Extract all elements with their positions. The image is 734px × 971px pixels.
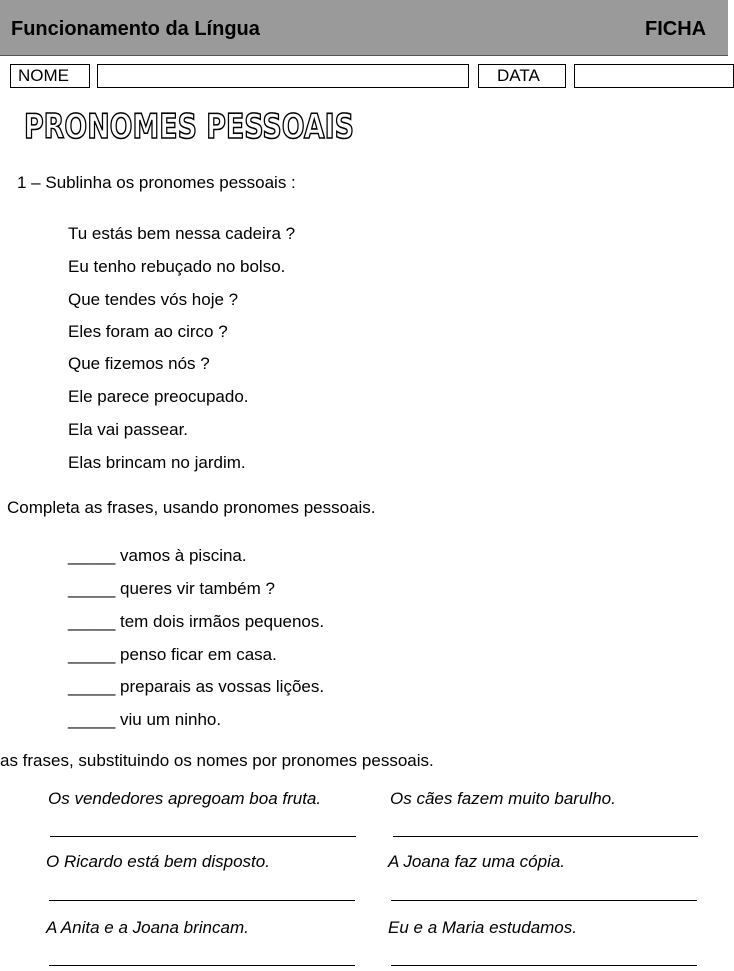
answer-line[interactable]	[49, 965, 355, 966]
exercise2-sentence: _____ tem dois irmãos pequenos.	[68, 612, 325, 631]
worksheet-title-art	[20, 100, 380, 146]
exercise1-sentence: Tu estás bem nessa cadeira ?	[68, 224, 296, 243]
exercise2-sentence: _____ penso ficar em casa.	[68, 645, 277, 664]
data-input[interactable]	[574, 64, 734, 88]
exercise1-sentence: Que fizemos nós ?	[68, 354, 210, 373]
exercise3-left-sentence: O Ricardo está bem disposto.	[46, 852, 270, 871]
answer-line[interactable]	[391, 965, 697, 966]
worksheet-title-text: PRONOMES PESSOAIS	[24, 107, 354, 147]
answer-line[interactable]	[49, 900, 355, 901]
nome-label: NOME	[18, 66, 69, 85]
worksheet-title	[20, 100, 380, 151]
exercise3-right-sentence: Os cães fazem muito barulho.	[390, 789, 616, 808]
answer-line[interactable]	[393, 836, 698, 837]
exercise2-sentence: _____ vamos à piscina.	[68, 546, 247, 565]
exercise2-sentence: _____ viu um ninho.	[68, 710, 222, 729]
exercise1-sentence: Ela vai passear.	[68, 420, 189, 439]
exercise1-sentence: Ele parece preocupado.	[68, 387, 249, 406]
exercise2-instruction: Completa as frases, usando pronomes pessoais.	[7, 498, 376, 517]
exercise2-sentence: _____ preparais as vossas lições.	[68, 677, 325, 696]
answer-line[interactable]	[391, 900, 697, 901]
exercise1-sentence: Que tendes vós hoje ?	[68, 290, 239, 309]
exercise3-right-sentence: A Joana faz uma cópia.	[388, 852, 566, 871]
nome-input[interactable]	[97, 64, 469, 88]
header-title: Funcionamento da Língua	[11, 18, 260, 40]
exercise2-sentence: _____ queres vir também ?	[68, 579, 275, 598]
exercise3-right-sentence: Eu e a Maria estudamos.	[388, 918, 577, 937]
exercise3-left-sentence: A Anita e a Joana brincam.	[46, 918, 249, 937]
exercise1-sentence: Eu tenho rebuçado no bolso.	[68, 257, 286, 276]
data-label: DATA	[497, 66, 540, 85]
exercise3-left-sentence: Os vendedores apregoam boa fruta.	[48, 789, 322, 808]
exercise1-sentence: Elas brincam no jardim.	[68, 453, 246, 472]
exercise1-instruction: 1 – Sublinha os pronomes pessoais :	[17, 173, 296, 192]
answer-line[interactable]	[50, 836, 356, 837]
exercise3-instruction: as frases, substituindo os nomes por pronomes pessoais.	[0, 751, 434, 770]
exercise1-sentence: Eles foram ao circo ?	[68, 322, 228, 341]
header-ficha: FICHA	[645, 18, 707, 40]
